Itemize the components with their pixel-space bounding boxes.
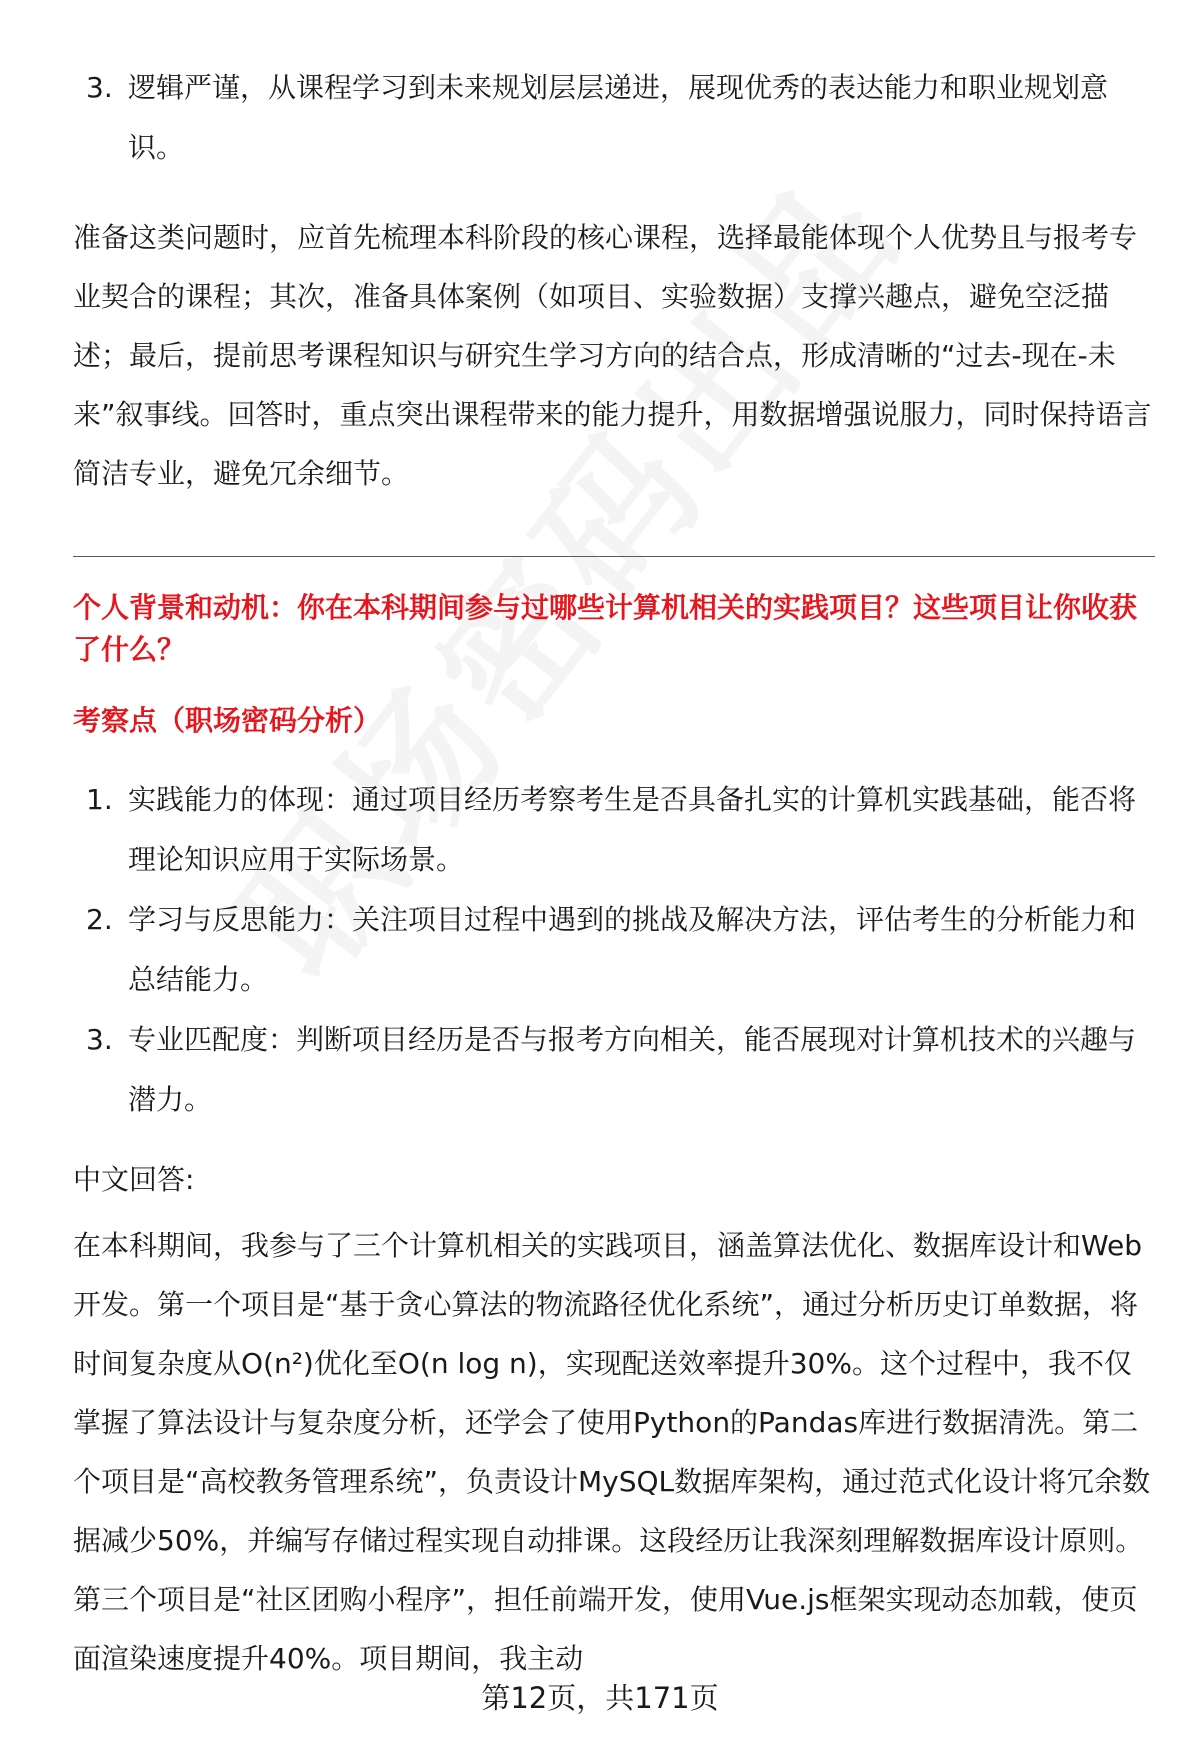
list-number: 3.	[86, 71, 113, 104]
answer-label: 中文回答:	[73, 1163, 195, 1196]
list-number: 2.	[86, 903, 113, 936]
list-item	[86, 770, 1146, 890]
list-item	[86, 1010, 1146, 1130]
list-text: 专业匹配度：判断项目经历是否与报考方向相关，能否展现对计算机技术的兴趣与潜力。	[128, 1023, 1137, 1116]
analysis-heading: 考察点（职场密码分析）	[73, 704, 382, 737]
preparation-paragraph: 准备这类问题时，应首先梳理本科阶段的核心课程，选择最能体现个人优势且与报考专业契合的课程；其次，准备具体案例（如项目、实验数据）支撑兴趣点，避免空泛描述；最后，提前思考课程知识与研究生学习方向的结合点，形成清晰的“过去-现在-未来”叙事线。回答时，重点突出课程带来的能力提升，用数据增强说服力，同时保持语言简洁专业，避免冗余细节。	[73, 221, 1152, 490]
answer-paragraph: 在本科期间，我参与了三个计算机相关的实践项目，涵盖算法优化、数据库设计和Web开发。第一个项目是“基于贪心算法的物流路径优化系统”，通过分析历史订单数据，将时间复杂度从O(n²)优化至O(n log n)，实现配送效率提升30%。这个过程中，我不仅掌握了算法设计与复杂度分析，还学会了使用Python的Pandas库进行数据清洗。第二个项目是“高校教务管理系统”，负责设计MySQL数据库架构，通过范式化设计将冗余数据减少50%，并编写存储过程实现自动排课。这段经历让我深刻理解数据库设计原则。第三个项目是“社区团购小程序”，担任前端开发，使用Vue.js框架实现动态加载，使页面渲染速度提升40%。项目期间，我主动	[73, 1229, 1151, 1675]
list-number: 3.	[86, 1023, 113, 1056]
list-text: 学习与反思能力：关注项目过程中遇到的挑战及解决方法，评估考生的分析能力和总结能力。	[128, 903, 1137, 996]
question-heading: 个人背景和动机：你在本科期间参与过哪些计算机相关的实践项目？这些项目让你收获了什么？	[73, 591, 1138, 666]
section-divider	[73, 556, 1155, 557]
list-text: 逻辑严谨，从课程学习到未来规划层层递进，展现优秀的表达能力和职业规划意识。	[128, 71, 1109, 164]
page-number-footer: 第12页，共171页	[481, 1681, 719, 1715]
list-item	[86, 890, 1146, 1010]
list-text: 实践能力的体现：通过项目经历考察考生是否具备扎实的计算机实践基础，能否将理论知识应用于实际场景。	[128, 783, 1137, 876]
list-item	[86, 58, 1146, 178]
list-number: 1.	[86, 783, 113, 816]
